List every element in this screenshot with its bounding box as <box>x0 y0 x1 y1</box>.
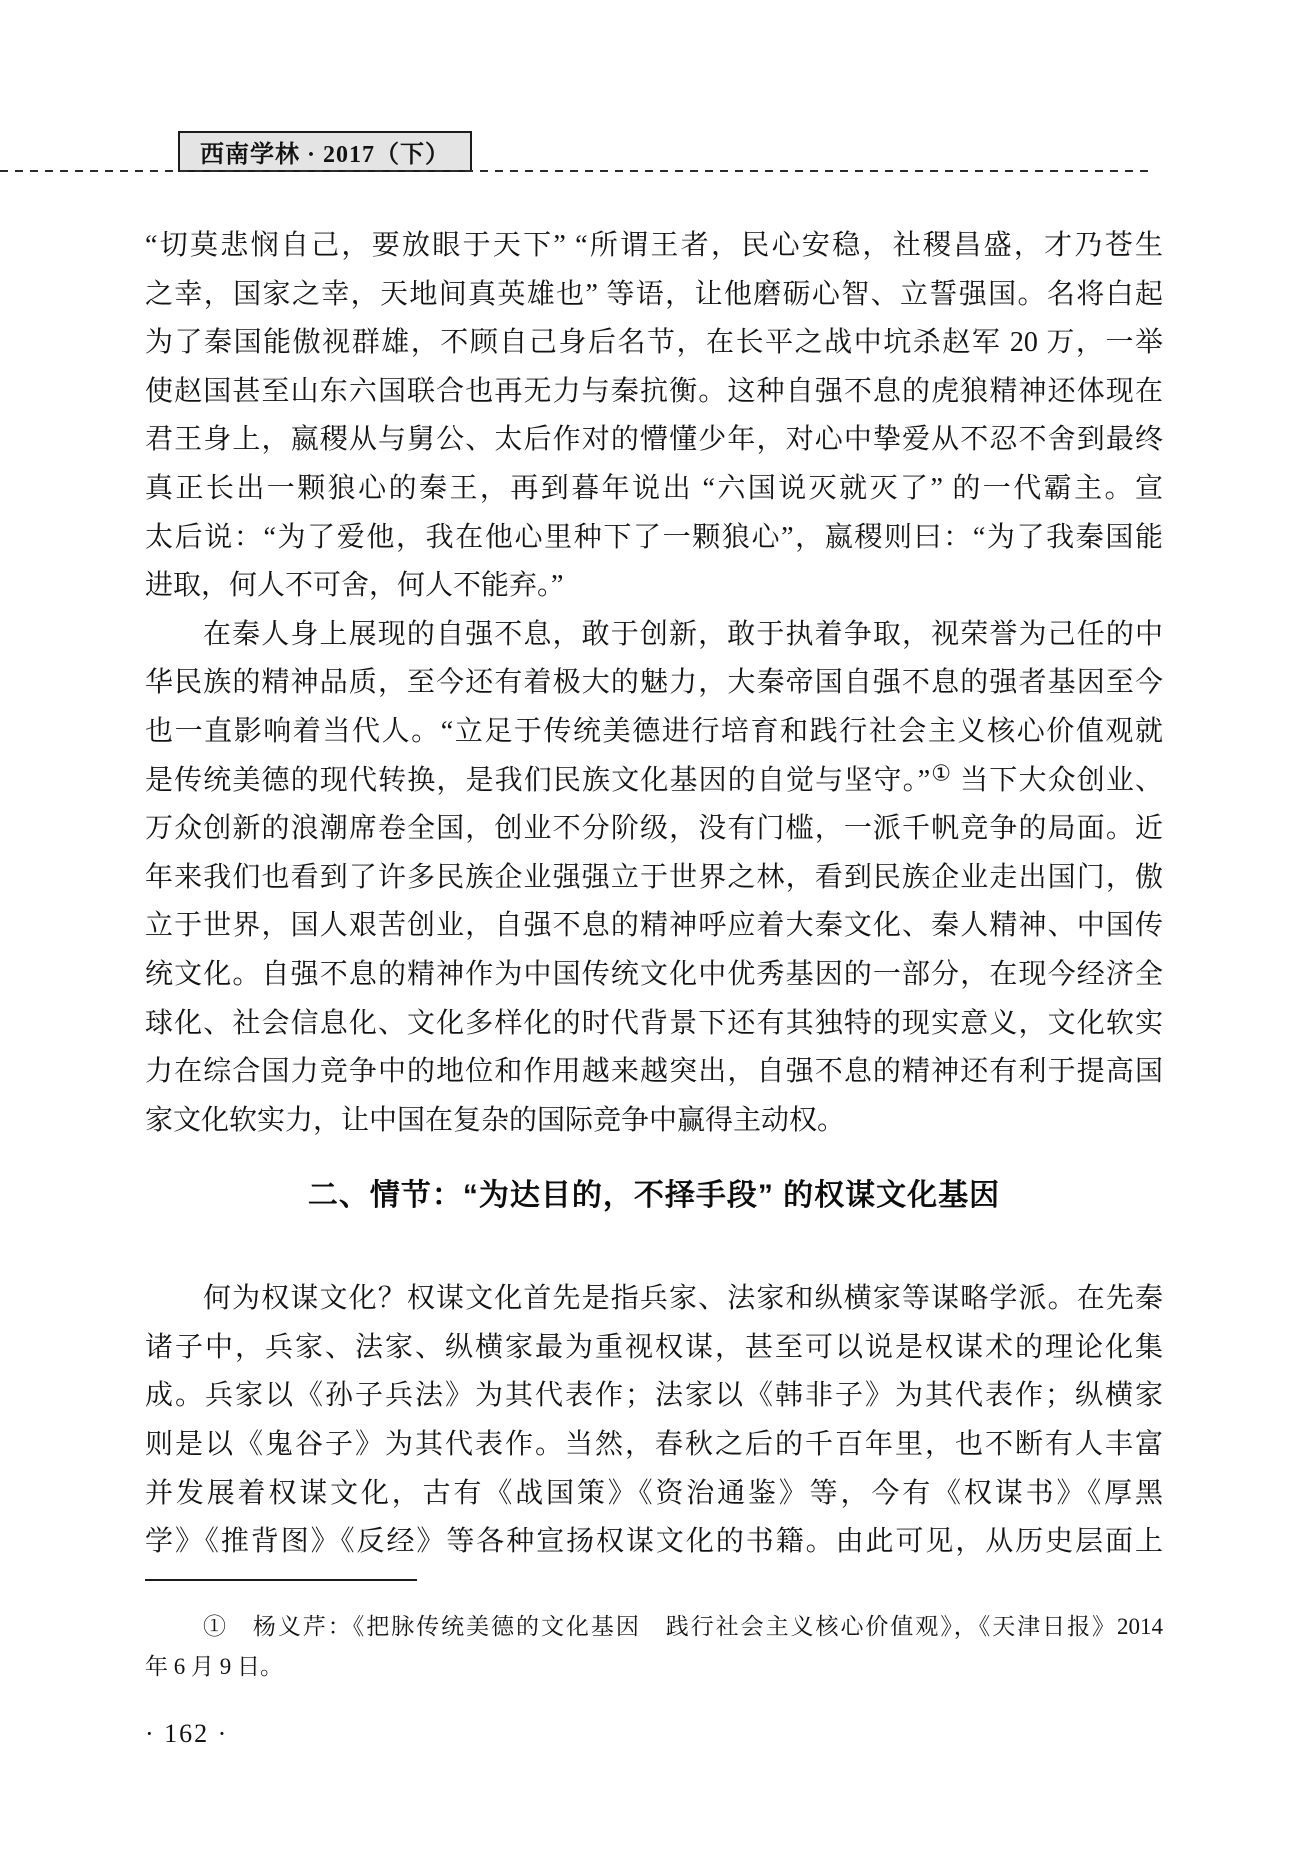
text-line: 进取，何人不可舍，何人不能弃。” <box>145 570 564 602</box>
text-line: 之幸，国家之幸，天地间真英雄也” 等语，让他磨砺心智、立誓强国。名将白起 <box>145 278 1163 310</box>
paragraph <box>145 1275 1163 1567</box>
text-line: 并发展着权谋文化，古有《战国策》《资治通鉴》等，今有《权谋书》《厚黑 <box>145 1477 1163 1509</box>
footnote <box>145 1607 1163 1687</box>
text-line: “切莫悲悯自己，要放眼于天下” “所谓王者，民心安稳，社稷昌盛，才乃苍生 <box>145 230 1163 261</box>
text-line: 是传统美德的现代转换，是我们民族文化基因的自觉与坚守。”① 当下大众创业、 <box>145 761 1163 796</box>
paragraph <box>145 611 1163 1146</box>
text-line: 立于世界，国人艰苦创业，自强不息的精神呼应着大秦文化、秦人精神、中国传 <box>145 910 1163 942</box>
footnote-line: 年 6 月 9 日。 <box>145 1653 283 1679</box>
text-line: 力在综合国力竞争中的地位和作用越来越突出，自强不息的精神还有利于提高国 <box>145 1056 1163 1088</box>
page-number: · 162 · <box>145 1718 229 1748</box>
paragraphs-after-heading <box>145 1275 1163 1567</box>
text-line: 华民族的精神品质，至今还有着极大的魅力，大秦帝国自强不息的强者基因至今 <box>145 667 1163 699</box>
text-line: 学》《推背图》《反经》等各种宣扬权谋文化的书籍。由此可见，从历史层面上 <box>145 1526 1163 1558</box>
text-line: 年来我们也看到了许多民族企业强强立于世界之林，看到民族企业走出国门，傲 <box>145 861 1163 893</box>
text-line: 诸子中，兵家、法家、纵横家最为重视权谋，甚至可以说是权谋术的理论化集 <box>145 1331 1163 1363</box>
text-line: 真正长出一颗狼心的秦王，再到暮年说出 “六国说灭就灭了” 的一代霸主。宣 <box>145 472 1163 504</box>
section-heading: 二、情节：“为达目的，不择手段” 的权谋文化基因 <box>307 1179 1001 1213</box>
text-line: 统文化。自强不息的精神作为中国传统文化中优秀基因的一部分，在现今经济全 <box>145 958 1163 990</box>
text-line: 家文化软实力，让中国在复杂的国际竞争中赢得主动权。 <box>145 1104 846 1136</box>
paragraph <box>145 222 1163 611</box>
footnote-line: ① 杨义芹：《把脉传统美德的文化基因 践行社会主义核心价值观》，《天津日报》2014 <box>203 1613 1163 1639</box>
text-line: 太后说：“为了爱他，我在他心里种下了一颗狼心”，嬴稷则曰：“为了我秦国能 <box>145 521 1163 553</box>
text-line: 万众创新的浪潮席卷全国，创业不分阶级，没有门槛，一派千帆竞争的局面。近 <box>145 813 1163 845</box>
text-line: 使赵国甚至山东六国联合也再无力与秦抗衡。这种自强不息的虎狼精神还体现在 <box>145 375 1163 407</box>
content <box>145 222 1163 1751</box>
journal-badge <box>178 131 472 172</box>
text-line: 球化、社会信息化、文化多样化的时代背景下还有其独特的现实意义，文化软实 <box>145 1007 1163 1039</box>
text-line: 君王身上，嬴稷从与舅公、太后作对的懵懂少年，对心中挚爱从不忍不舍到最终 <box>145 424 1163 456</box>
dashed-divider <box>0 170 1155 172</box>
footnote-ref-marker: ① <box>930 761 953 786</box>
journal-badge-label: 西南学林 · 2017（下） <box>199 142 450 168</box>
text-line: 成。兵家以《孙子兵法》为其代表作；法家以《韩非子》为其代表作；纵横家 <box>145 1380 1163 1412</box>
text-line: 在秦人身上展现的自强不息，敢于创新，敢于执着争取，视荣誉为己任的中 <box>203 618 1163 650</box>
paragraphs-before-heading <box>145 222 1163 1145</box>
text-line: 何为权谋文化？权谋文化首先是指兵家、法家和纵横家等谋略学派。在先秦 <box>203 1283 1163 1315</box>
text-line: 也一直影响着当代人。“立足于传统美德进行培育和践行社会主义核心价值观就 <box>145 715 1163 747</box>
text-line: 为了秦国能傲视群雄，不顾自己身后名节，在长平之战中坑杀赵军 20 万，一举 <box>145 327 1163 359</box>
text-line: 则是以《鬼谷子》为其代表作。当然，春秋之后的千百年里，也不断有人丰富 <box>145 1429 1163 1461</box>
footnote-divider <box>145 1579 417 1581</box>
